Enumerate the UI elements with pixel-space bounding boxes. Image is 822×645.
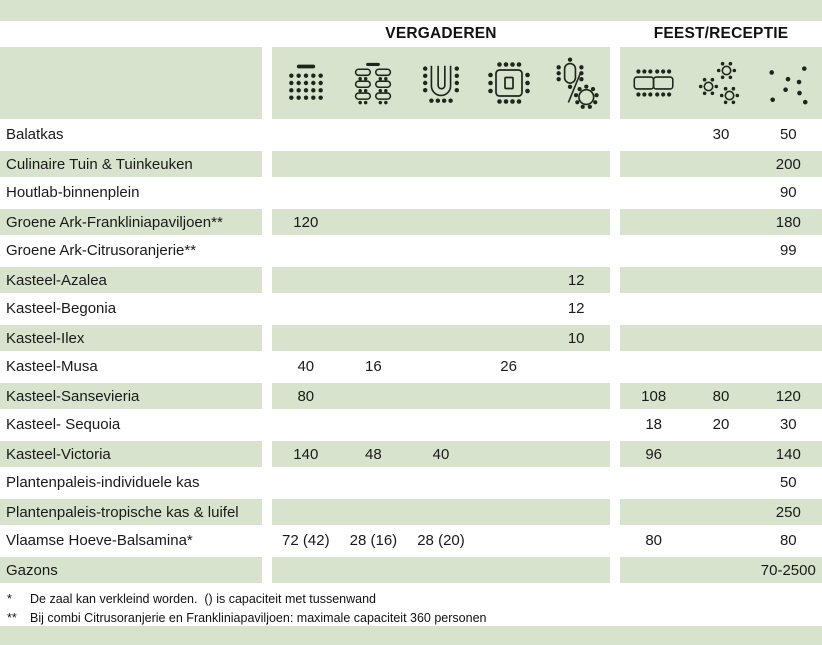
vergaderen-values	[272, 178, 610, 207]
column-gap	[610, 468, 620, 497]
capacity-value	[755, 267, 822, 293]
capacity-value	[475, 557, 543, 583]
footnote-line	[7, 609, 822, 628]
capacity-value	[407, 410, 475, 439]
capacity-value	[620, 178, 687, 207]
vergaderen-icons	[272, 47, 610, 120]
room-name: Kasteel-Azalea	[0, 265, 262, 294]
capacity-value	[620, 499, 687, 525]
capacity-value	[687, 557, 754, 583]
room-name-column-header	[0, 47, 262, 120]
capacity-value	[755, 352, 822, 381]
room-name: Vlaamse Hoeve-Balsamina*	[6, 532, 193, 549]
capacity-value	[407, 468, 475, 497]
feest-receptie-values	[620, 555, 822, 584]
column-gap	[610, 555, 620, 584]
column-gap	[262, 149, 272, 178]
vergaderen-values	[272, 265, 610, 294]
capacity-value	[542, 526, 610, 555]
column-gap	[610, 178, 620, 207]
capacity-value	[340, 178, 408, 207]
table-row	[0, 178, 822, 207]
capacity-value	[407, 352, 475, 381]
column-gap	[610, 439, 620, 468]
capacity-value: 30	[779, 416, 797, 433]
room-name: Kasteel-Ilex	[0, 323, 262, 352]
room-name: Plantenpaleis-tropische kas & luifel	[0, 497, 262, 526]
feest-receptie-values	[620, 497, 822, 526]
vergaderen-values	[272, 149, 610, 178]
capacity-value	[272, 325, 340, 351]
capacity-value: 90	[779, 184, 797, 201]
column-gap	[262, 526, 272, 555]
table-row	[0, 149, 822, 178]
capacity-value	[340, 209, 408, 235]
capacity-value: 40	[432, 445, 450, 463]
room-name: Kasteel- Sequoia	[6, 416, 121, 433]
capacity-value: 40	[297, 358, 315, 375]
capacity-value: 200	[775, 155, 801, 173]
capacity-value	[340, 499, 408, 525]
capacity-value	[542, 557, 610, 583]
capacity-value	[755, 294, 822, 323]
feest-receptie-values	[620, 468, 822, 497]
column-gap	[262, 352, 272, 381]
capacity-value	[475, 236, 543, 265]
capacity-value: 26	[500, 358, 517, 375]
feest-receptie-values	[620, 439, 822, 468]
capacity-value	[407, 267, 475, 293]
capacity-value	[340, 294, 408, 323]
capacity-value: 10	[567, 329, 585, 347]
capacity-value	[542, 151, 610, 177]
capacity-value: 48	[365, 445, 382, 463]
capacity-value	[475, 267, 543, 293]
vergaderen-values	[272, 497, 610, 526]
capacity-value: 80	[779, 532, 797, 549]
vergaderen-values	[272, 323, 610, 352]
capacity-value	[687, 526, 754, 555]
capacity-value: 72 (42)	[282, 532, 330, 549]
capacity-value	[687, 267, 754, 293]
column-gap	[610, 526, 620, 555]
theater-icon	[272, 47, 340, 119]
capacity-value: 96	[645, 445, 662, 463]
capacity-value	[407, 383, 475, 409]
banquet-tables-icon	[620, 47, 687, 119]
table-body	[0, 120, 822, 584]
capacity-value: 80	[712, 387, 730, 405]
footnote-line	[7, 590, 822, 609]
table-row	[0, 381, 822, 410]
capacity-value: 20	[712, 416, 730, 433]
capacity-value	[340, 383, 408, 409]
capacity-value	[475, 468, 543, 497]
column-gap	[610, 207, 620, 236]
capacity-value	[542, 410, 610, 439]
capacity-value	[272, 294, 340, 323]
column-gap	[610, 352, 620, 381]
capacity-value	[407, 151, 475, 177]
capacity-value	[620, 557, 687, 583]
capacity-value	[272, 236, 340, 265]
capacity-value	[542, 499, 610, 525]
capacity-value	[687, 441, 754, 467]
column-gap	[610, 410, 620, 439]
capacity-value	[687, 325, 754, 351]
capacity-value	[475, 178, 543, 207]
u-shape-icon	[407, 47, 475, 119]
vergaderen-values	[272, 207, 610, 236]
column-gap	[262, 555, 272, 584]
feest-receptie-values	[620, 149, 822, 178]
capacity-value	[340, 557, 408, 583]
icon-header-row	[0, 47, 822, 120]
vergaderen-values	[272, 120, 610, 149]
footnote-text: De zaal kan verkleind worden. () is capaciteit met tussenwand	[30, 592, 376, 606]
feest-receptie-values	[620, 352, 822, 381]
capacity-value	[542, 441, 610, 467]
capacity-value: 50	[779, 474, 797, 491]
room-name: Groene Ark-Citrusoranjerie**	[6, 242, 197, 259]
feest-receptie-icons	[620, 47, 822, 120]
capacity-value	[272, 468, 340, 497]
capacity-value	[620, 236, 687, 265]
feest-receptie-values	[620, 207, 822, 236]
capacity-value	[542, 468, 610, 497]
column-gap	[610, 323, 620, 352]
table-row	[0, 555, 822, 584]
capacity-value	[407, 209, 475, 235]
capacity-value	[407, 294, 475, 323]
footnote-marker: *	[7, 592, 12, 606]
column-gap	[610, 265, 620, 294]
capacity-value: 18	[645, 416, 662, 433]
capacity-value	[340, 468, 408, 497]
column-gap	[262, 468, 272, 497]
capacity-value	[475, 325, 543, 351]
table-row	[0, 497, 822, 526]
column-gap	[262, 236, 272, 265]
capacity-value	[687, 178, 754, 207]
capacity-value: 140	[775, 445, 801, 463]
column-gap	[262, 439, 272, 468]
column-gap	[262, 207, 272, 236]
capacity-value	[687, 352, 754, 381]
column-gap	[262, 410, 272, 439]
round-tables-icon	[687, 47, 754, 119]
capacity-value	[272, 499, 340, 525]
capacity-value: 70-2500	[760, 561, 816, 579]
capacity-value	[407, 557, 475, 583]
vergaderen-title: VERGADEREN	[385, 25, 497, 42]
capacity-value	[620, 151, 687, 177]
capacity-value	[475, 499, 543, 525]
column-gap	[610, 497, 620, 526]
room-name: Kasteel-Sansevieria	[0, 381, 262, 410]
capacity-value	[272, 178, 340, 207]
feest-receptie-values	[620, 120, 822, 149]
capacity-value	[475, 209, 543, 235]
feest-receptie-title: FEEST/RECEPTIE	[653, 25, 789, 42]
capacity-value	[542, 352, 610, 381]
capacity-value: 28 (20)	[417, 532, 465, 549]
capacity-value	[272, 120, 340, 149]
vergaderen-values	[272, 468, 610, 497]
vergaderen-values	[272, 381, 610, 410]
capacity-value	[542, 120, 610, 149]
feest-receptie-values	[620, 294, 822, 323]
column-gap	[610, 236, 620, 265]
capacity-value	[620, 325, 687, 351]
feest-receptie-values	[620, 323, 822, 352]
feest-receptie-values	[620, 265, 822, 294]
capacity-value	[542, 383, 610, 409]
feest-receptie-header	[620, 25, 822, 43]
capacity-value	[340, 236, 408, 265]
capacity-value	[475, 441, 543, 467]
capacity-value: 180	[775, 213, 801, 231]
table-row	[0, 323, 822, 352]
column-gap	[610, 381, 620, 410]
column-gap	[262, 120, 272, 149]
capacity-value	[407, 236, 475, 265]
capacity-value	[475, 294, 543, 323]
column-gap	[262, 294, 272, 323]
room-name: Gazons	[0, 555, 262, 584]
room-name: Houtlab-binnenplein	[6, 184, 140, 201]
table-row	[0, 439, 822, 468]
vergaderen-values	[272, 439, 610, 468]
vergaderen-values	[272, 294, 610, 323]
bottom-accent-bar	[0, 626, 822, 645]
room-name: Balatkas	[6, 126, 64, 143]
capacity-value	[687, 236, 754, 265]
capacity-value	[620, 294, 687, 323]
capacity-value	[475, 526, 543, 555]
top-accent-bar	[0, 0, 822, 21]
capacity-value: 120	[293, 213, 319, 231]
table-row	[0, 410, 822, 439]
capacity-value	[542, 209, 610, 235]
capacity-value: 80	[297, 387, 315, 405]
vergaderen-values	[272, 236, 610, 265]
capacity-value	[340, 120, 408, 149]
capacity-value	[755, 325, 822, 351]
footnote-text: Bij combi Citrusoranjerie en Frankliniapaviljoen: maximale capaciteit 360 personen	[30, 610, 487, 625]
capacity-value	[407, 178, 475, 207]
vergaderen-header	[272, 25, 610, 43]
capacity-value	[340, 325, 408, 351]
vergaderen-values	[272, 410, 610, 439]
table-row	[0, 526, 822, 555]
column-gap	[262, 178, 272, 207]
feest-receptie-values	[620, 410, 822, 439]
capacity-value: 120	[775, 387, 801, 405]
column-gap	[262, 323, 272, 352]
capacity-value: 12	[567, 271, 585, 289]
table-row	[0, 265, 822, 294]
capacity-value: 50	[779, 126, 797, 143]
capacity-value	[542, 236, 610, 265]
capacity-value	[620, 468, 687, 497]
column-gap	[610, 294, 620, 323]
footnote-marker: **	[7, 610, 17, 625]
room-name: Culinaire Tuin & Tuinkeuken	[0, 149, 262, 178]
capacity-value	[340, 151, 408, 177]
standing-reception-icon	[755, 47, 822, 119]
capacity-value: 28 (16)	[349, 532, 398, 549]
capacity-value	[407, 325, 475, 351]
footnotes	[0, 584, 822, 626]
capacity-value	[407, 499, 475, 525]
column-gap	[610, 47, 620, 120]
capacity-value	[620, 120, 687, 149]
capacity-value: 12	[567, 300, 585, 317]
capacity-value	[272, 151, 340, 177]
feest-receptie-values	[620, 381, 822, 410]
room-name: Kasteel-Begonia	[6, 300, 117, 317]
column-gap	[610, 120, 620, 149]
capacity-value	[272, 557, 340, 583]
capacity-value: 16	[365, 358, 382, 375]
capacity-value	[620, 209, 687, 235]
vergaderen-values	[272, 526, 610, 555]
capacity-value	[687, 468, 754, 497]
capacity-value	[475, 383, 543, 409]
table-row	[0, 468, 822, 497]
table-row	[0, 120, 822, 149]
column-gap	[262, 47, 272, 120]
classroom-icon	[340, 47, 408, 119]
capacity-value	[620, 352, 687, 381]
column-gap	[262, 265, 272, 294]
capacity-value	[340, 267, 408, 293]
column-gap	[610, 149, 620, 178]
vergaderen-values	[272, 352, 610, 381]
feest-receptie-values	[620, 526, 822, 555]
capacity-value	[272, 410, 340, 439]
capacity-value	[687, 294, 754, 323]
capacity-value: 99	[779, 242, 797, 259]
boardroom-icon	[475, 47, 543, 119]
feest-receptie-values	[620, 178, 822, 207]
capacity-value	[542, 178, 610, 207]
table-row	[0, 352, 822, 381]
table-row	[0, 236, 822, 265]
capacity-value	[475, 120, 543, 149]
table-row	[0, 294, 822, 323]
capacity-value	[687, 151, 754, 177]
vergaderen-values	[272, 555, 610, 584]
feest-receptie-values	[620, 236, 822, 265]
room-name: Kasteel-Musa	[6, 358, 98, 375]
room-name: Kasteel-Victoria	[0, 439, 262, 468]
capacity-value	[475, 151, 543, 177]
column-gap	[262, 497, 272, 526]
oval-or-round-table-icon	[542, 47, 610, 119]
capacity-value	[272, 267, 340, 293]
capacity-value: 80	[645, 532, 662, 549]
capacity-value	[475, 410, 543, 439]
capacity-value: 140	[293, 445, 319, 463]
capacity-value: 108	[641, 387, 667, 405]
capacity-value	[687, 209, 754, 235]
room-name: Groene Ark-Frankliniapaviljoen**	[0, 207, 262, 236]
table-row	[0, 207, 822, 236]
group-header-row	[0, 21, 822, 47]
capacity-value	[340, 410, 408, 439]
capacity-value	[407, 120, 475, 149]
column-gap	[262, 381, 272, 410]
capacity-value	[620, 267, 687, 293]
room-name: Plantenpaleis-individuele kas	[6, 474, 200, 491]
capacity-value: 250	[775, 503, 801, 521]
capacity-value	[687, 499, 754, 525]
capacity-value: 30	[712, 126, 730, 143]
